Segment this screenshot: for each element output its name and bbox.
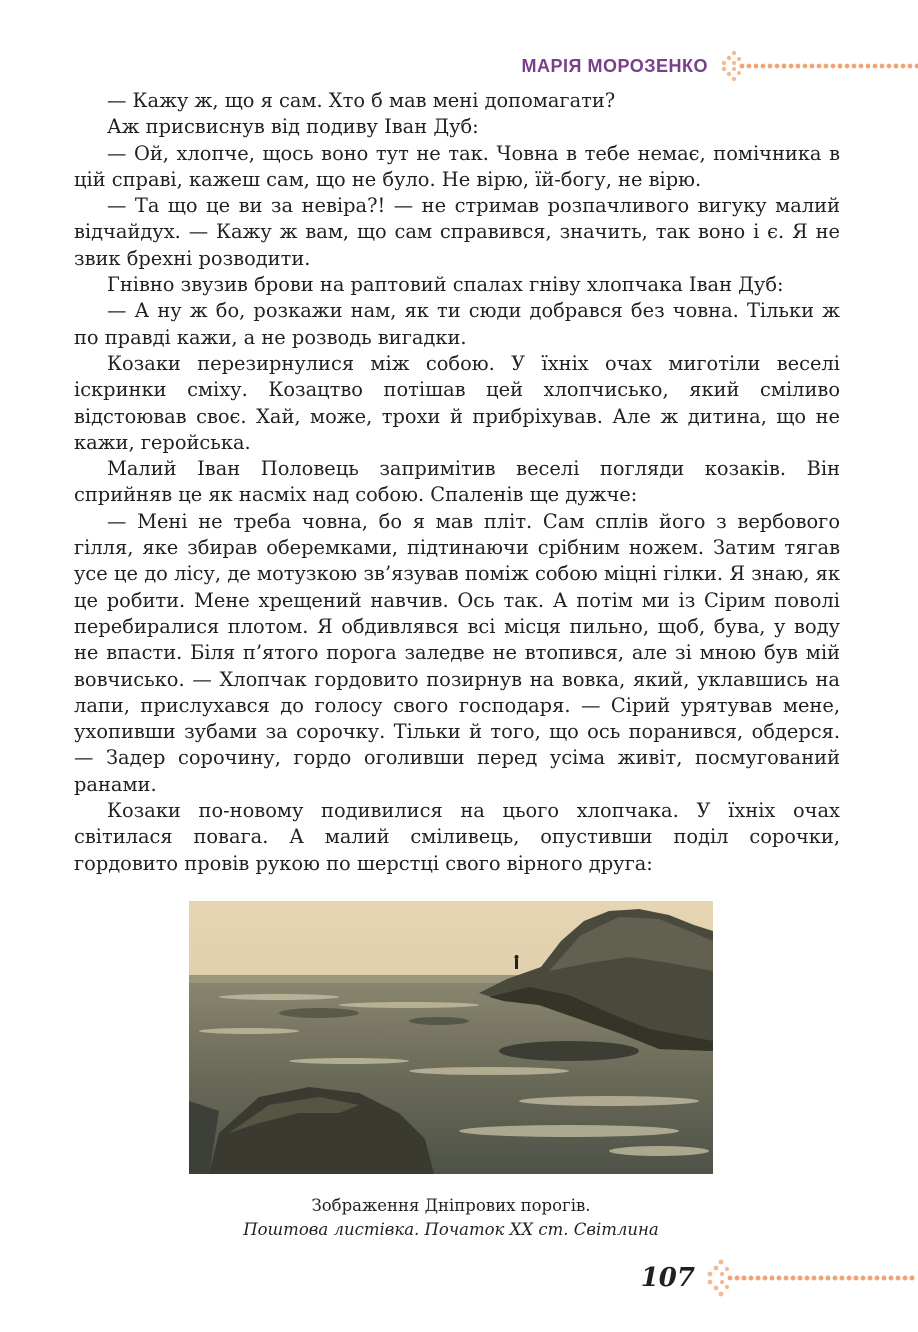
paragraph: — А ну ж бо, розкажи нам, як ти сюди добрався без човна. Тільки ж по правді кажи, а не розводь вигадки. xyxy=(74,299,840,349)
paragraph: Козаки перезирнулися між собою. У їхніх очах миготіли веселі іскринки сміху. Козацтво потішав цей хлопчисько, який сміливо відстоював своє. Хай, може, трохи й прибріхував. Але ж дитина, що не кажи, геройська. xyxy=(74,351,840,454)
dnipro-rapids-photo xyxy=(189,901,713,1174)
author-name: МАРІЯ МОРОЗЕНКО xyxy=(521,55,708,76)
paragraph: — Ой, хлопче, щось воно тут не так. Човна в тебе немає, помічника в цій справі, кажеш сам, що не було. Не вірю, їй-богу, не вірю. xyxy=(74,141,840,191)
arrow-dots-icon xyxy=(718,48,918,84)
page-number: 107 xyxy=(640,1263,695,1293)
page-footer xyxy=(641,1256,918,1300)
arrow-dots-icon xyxy=(703,1256,918,1300)
paragraph: Малий Іван Половець запримітив веселі погляди козаків. Він сприйняв це як насміх над собою. Спаленів ще дужче: xyxy=(74,457,840,507)
paragraph: Аж присвиснув від подиву Іван Дуб: xyxy=(107,115,479,139)
paragraph: — Мені не треба човна, бо я мав пліт. Сам сплів його з вербового гілля, яке збирав оберемками, підтинаючи срібним ножем. Затим тягав усе це до лісу, де мотузкою зв’язував поміж собою міцні гілки. Я знаю, як це робити. Мене хрещений навчив. Ось так. А потім ми із Сірим поволі перебиралися плотом. Я обдивлявся всі місця пильно, щоб, бува, у воду не впасти. Біля п’ятого порога заледве не втопився, але зі мною був мій вовчисько. — Хлопчак гордовито позирнув на вовка, який, уклавшись на лапи, прислухався до голосу свого господаря. — Сірий урятував мене, ухопивши зубами за сорочку. Тільки й того, що ось поранився, обдерся. — Задер сорочину, гордо оголивши перед усіма живіт, посмугований ранами. xyxy=(74,509,840,796)
paragraph: — Кажу ж, що я сам. Хто б мав мені допомагати? xyxy=(107,89,616,112)
paragraph: — Та що це ви за невіра?! — не стримав розпачливого вигуку малий відчайдух. — Кажу ж вам, що сам справився, значить, так воно і є. Я не звик брехні розводити. xyxy=(74,194,840,270)
paragraph: Козаки по-новому подивилися на цього хлопчака. У їхніх очах світилася повага. А малий сміливець, опустивши поділ сорочки, гордовито провів рукою по шерстці свого вірного друга: xyxy=(74,799,840,875)
caption-title: Зображення Дніпрових порогів. xyxy=(311,1196,591,1215)
body-text xyxy=(74,88,840,877)
caption-source: Поштова листівка. Початок XX ст. Світлина xyxy=(243,1220,659,1239)
paragraph: Гнівно звузив брови на раптовий спалах гніву хлопчака Іван Дуб: xyxy=(107,273,784,297)
running-header xyxy=(522,48,918,84)
figure-caption xyxy=(189,1194,713,1242)
